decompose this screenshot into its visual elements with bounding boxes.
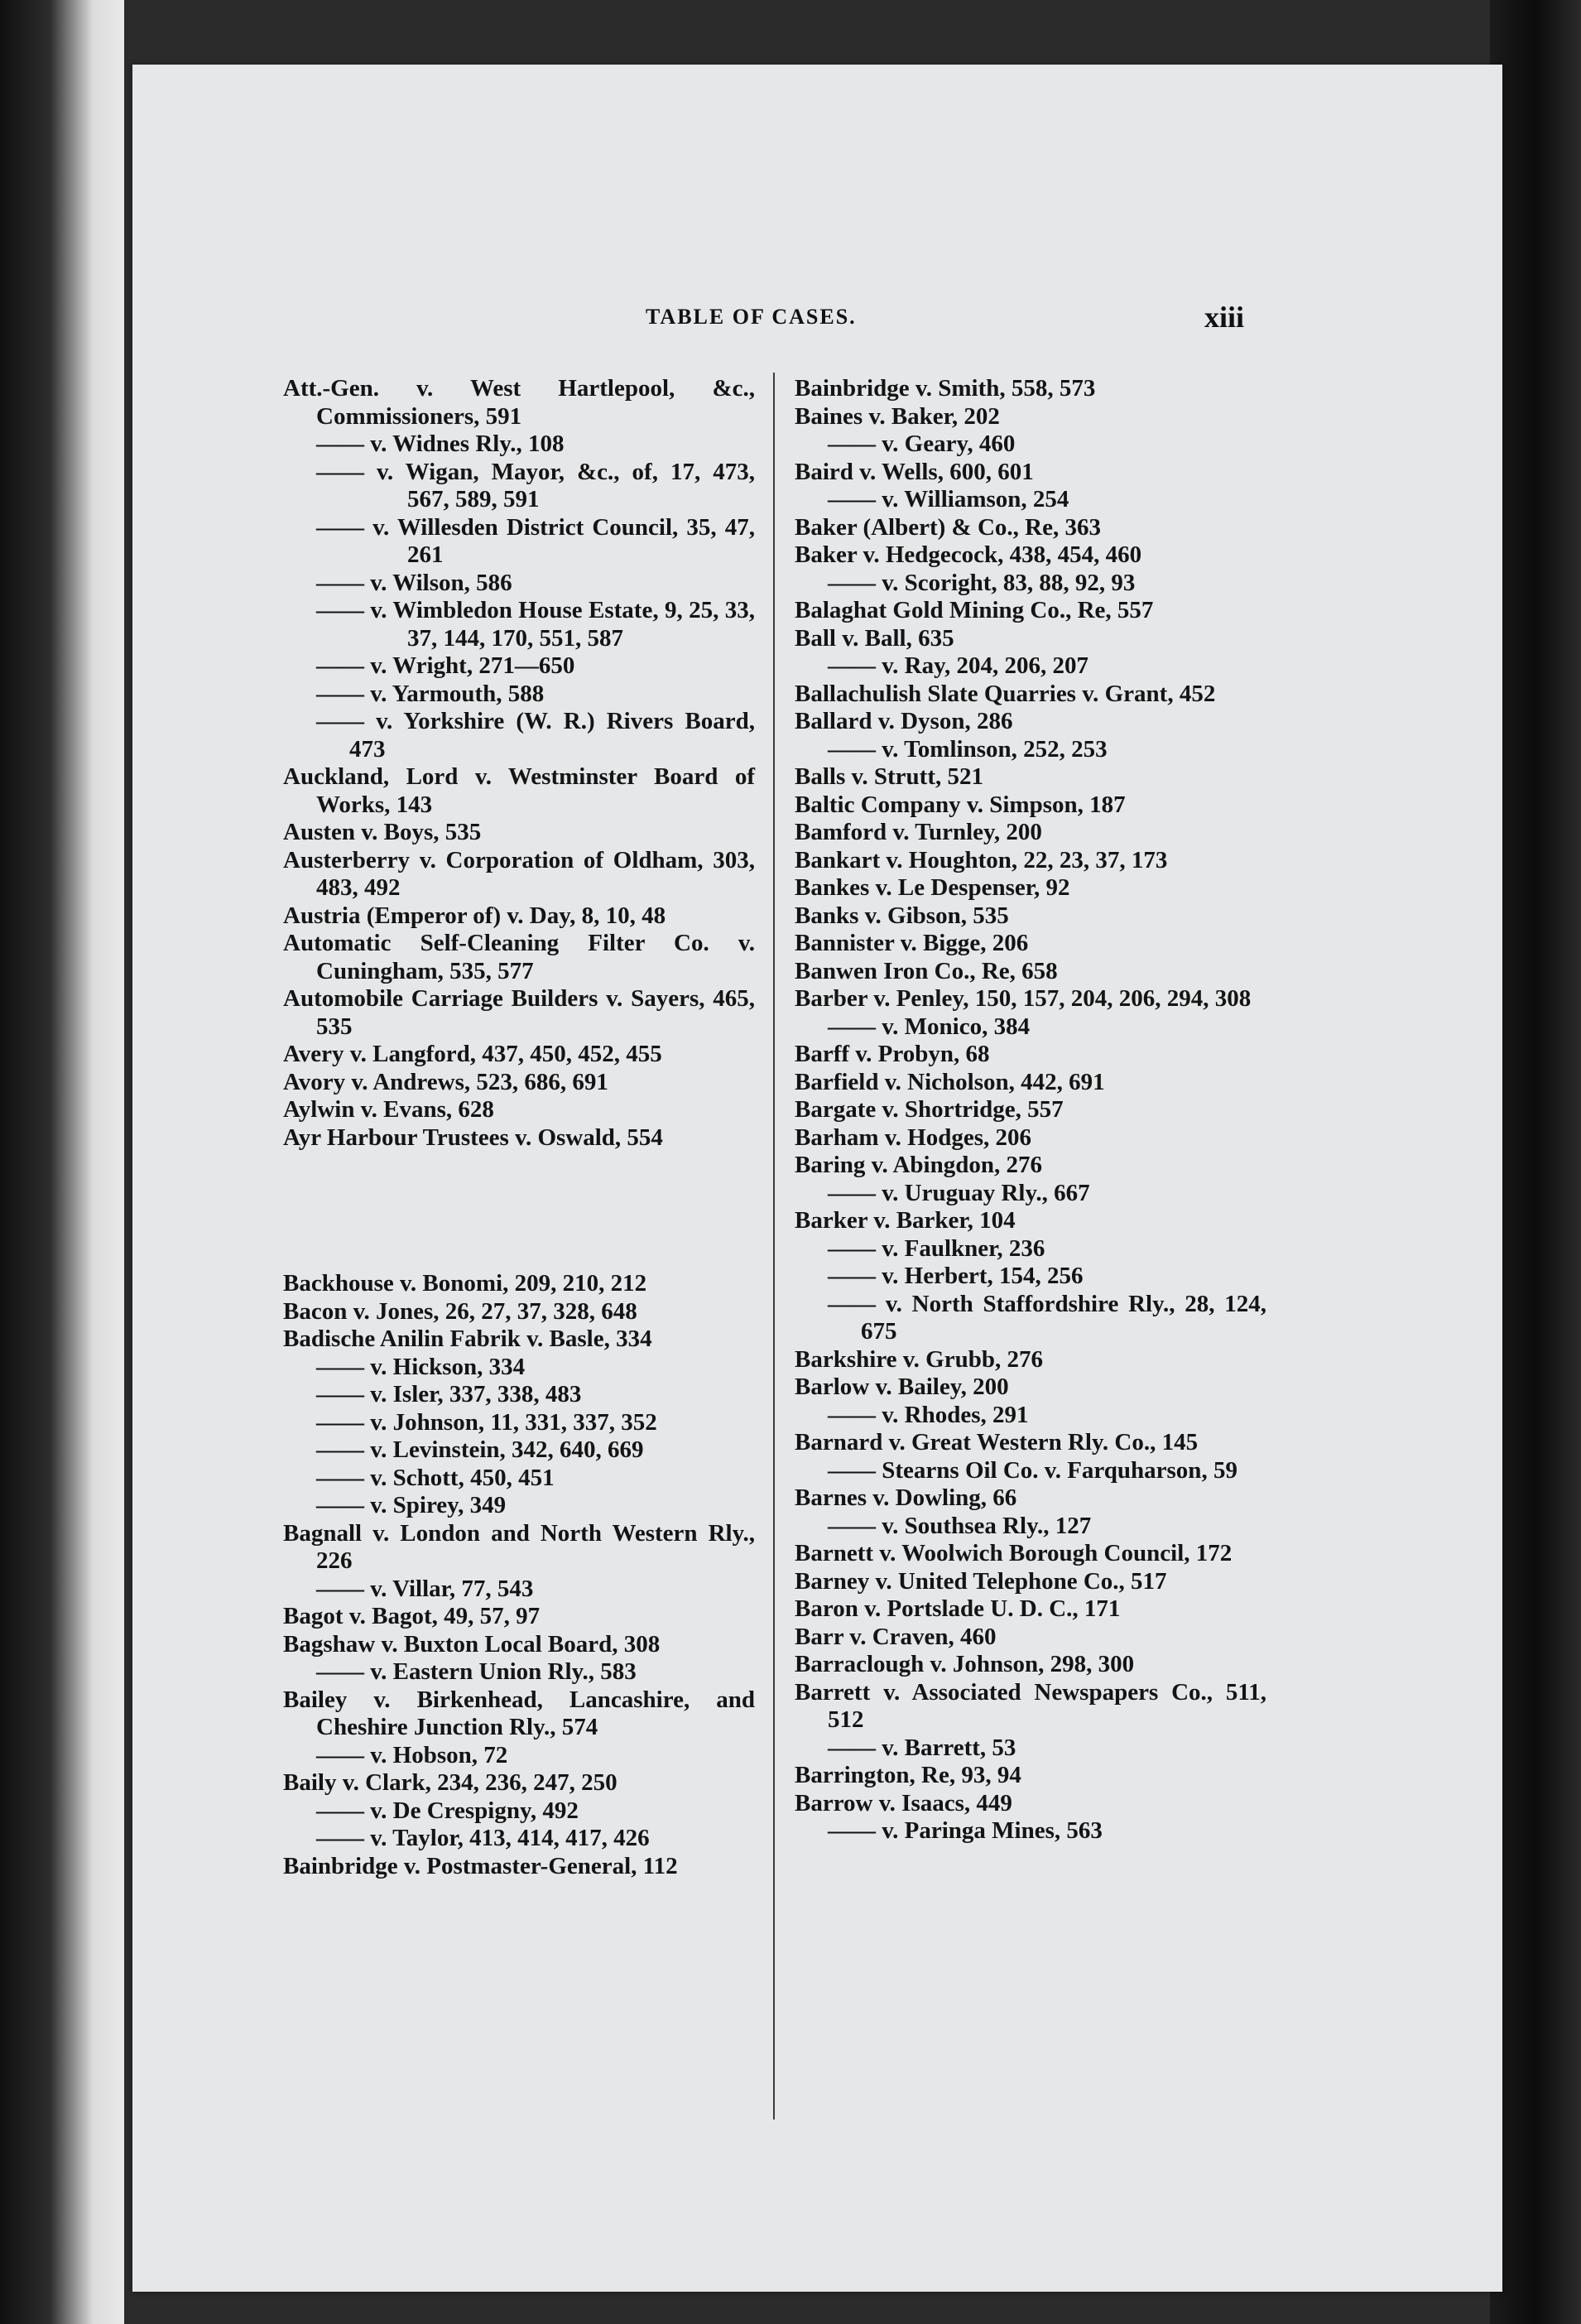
case-subentry: —— v. Monico, 384 bbox=[828, 1013, 1031, 1040]
case-entry: Baker (Albert) & Co., Re, 363 bbox=[795, 513, 1101, 541]
case-entry: Barnes v. Dowling, 66 bbox=[795, 1484, 1017, 1511]
running-title: TABLE OF CASES. bbox=[646, 305, 857, 329]
section-gap bbox=[283, 1176, 755, 1246]
case-entry: Barrington, Re, 93, 94 bbox=[795, 1762, 1021, 1788]
case-entry: Barham v. Hodges, 206 bbox=[795, 1124, 1031, 1151]
case-entry: Bagot v. Bagot, 49, 57, 97 bbox=[283, 1603, 541, 1629]
case-subentry: —— v. Johnson, 11, 331, 337, 352 bbox=[316, 1408, 657, 1436]
case-entry: Balaghat Gold Mining Co., Re, 557 bbox=[795, 597, 1154, 623]
case-subentry: —— v. Scoright, 83, 88, 92, 93 bbox=[828, 569, 1136, 596]
case-subentry: —— v. De Crespigny, 492 bbox=[316, 1797, 579, 1824]
case-entry: Att.-Gen. v. West Hartlepool, &c., Commissioners, 591 bbox=[283, 375, 755, 430]
case-entry: Barfield v. Nicholson, 442, 691 bbox=[795, 1068, 1105, 1095]
case-entry: Barkshire v. Grubb, 276 bbox=[795, 1345, 1043, 1373]
case-entry: Bannister v. Bigge, 206 bbox=[795, 930, 1029, 956]
case-subentry: —— v. Yarmouth, 588 bbox=[316, 680, 545, 707]
case-subentry: —— v. Willesden District Council, 35, 47, 261 bbox=[316, 513, 755, 568]
case-subentry: —— v. Hickson, 334 bbox=[316, 1353, 526, 1380]
page-number: xiii bbox=[1204, 301, 1245, 334]
case-entry: Ayr Harbour Trustees v. Oswald, 554 bbox=[283, 1124, 663, 1151]
right-column bbox=[795, 375, 1266, 1845]
case-entry: Bamford v. Turnley, 200 bbox=[795, 819, 1042, 845]
case-entry: Barr v. Craven, 460 bbox=[795, 1623, 997, 1650]
case-subentry: —— v. Widnes Rly., 108 bbox=[316, 431, 565, 457]
case-entry: Baker v. Hedgecock, 438, 454, 460 bbox=[795, 541, 1142, 568]
case-subentry: —— v. Tomlinson, 252, 253 bbox=[828, 735, 1108, 763]
case-entry: Banks v. Gibson, 535 bbox=[795, 902, 1009, 929]
case-entry: Bankes v. Le Despenser, 92 bbox=[795, 874, 1070, 901]
binding-shadow-left bbox=[0, 0, 124, 2324]
case-subentry: —— v. Barrett, 53 bbox=[828, 1734, 1016, 1761]
case-entry: Aylwin v. Evans, 628 bbox=[283, 1096, 494, 1123]
case-entry: Balls v. Strutt, 521 bbox=[795, 763, 983, 790]
case-subentry: —— v. Wright, 271—650 bbox=[316, 652, 575, 679]
case-entry: Avory v. Andrews, 523, 686, 691 bbox=[283, 1068, 608, 1095]
case-subentry: —— v. Wilson, 586 bbox=[316, 569, 512, 596]
case-subentry: —— v. Taylor, 413, 414, 417, 426 bbox=[316, 1825, 650, 1851]
case-entry: Barraclough v. Johnson, 298, 300 bbox=[795, 1651, 1135, 1677]
case-entry: Badische Anilin Fabrik v. Basle, 334 bbox=[283, 1326, 652, 1352]
case-entry: Baring v. Abingdon, 276 bbox=[795, 1152, 1042, 1178]
case-subentry: —— v. Herbert, 154, 256 bbox=[828, 1263, 1084, 1289]
case-entry: Barrett v. Associated Newspapers Co., 511, 512 bbox=[795, 1678, 1266, 1733]
case-subentry: —— v. Isler, 337, 338, 483 bbox=[316, 1381, 582, 1407]
case-entry: Bainbridge v. Smith, 558, 573 bbox=[795, 375, 1096, 402]
case-subentry: —— v. Levinstein, 342, 640, 669 bbox=[316, 1436, 644, 1463]
column-divider bbox=[773, 373, 775, 2120]
case-entry: Ballachulish Slate Quarries v. Grant, 452 bbox=[795, 680, 1216, 707]
case-entry: Austen v. Boys, 535 bbox=[283, 819, 482, 845]
case-subentry: —— v. Southsea Rly., 127 bbox=[828, 1512, 1092, 1539]
case-entry: Bankart v. Houghton, 22, 23, 37, 173 bbox=[795, 846, 1168, 873]
case-subentry: —— v. Paringa Mines, 563 bbox=[828, 1817, 1103, 1844]
case-subentry: —— v. Eastern Union Rly., 583 bbox=[316, 1658, 637, 1685]
case-entry: Ballard v. Dyson, 286 bbox=[795, 708, 1013, 734]
case-subentry: —— v. Uruguay Rly., 667 bbox=[828, 1179, 1090, 1206]
case-entry: Barker v. Barker, 104 bbox=[795, 1207, 1016, 1234]
case-entry: Austerberry v. Corporation of Oldham, 303, 483, 492 bbox=[283, 846, 755, 901]
case-subentry: —— v. Rhodes, 291 bbox=[828, 1401, 1029, 1428]
case-entry: Baltic Company v. Simpson, 187 bbox=[795, 791, 1126, 818]
case-entry: Barrow v. Isaacs, 449 bbox=[795, 1789, 1012, 1816]
case-entry: Barnard v. Great Western Rly. Co., 145 bbox=[795, 1429, 1199, 1456]
case-subentry: —— v. Geary, 460 bbox=[828, 431, 1016, 457]
case-subentry: —— v. Hobson, 72 bbox=[316, 1741, 508, 1768]
case-subentry: —— v. Schott, 450, 451 bbox=[316, 1464, 555, 1491]
case-entry: Auckland, Lord v. Westminster Board of Works, 143 bbox=[283, 763, 755, 818]
case-entry: Banwen Iron Co., Re, 658 bbox=[795, 957, 1058, 984]
case-entry: Avery v. Langford, 437, 450, 452, 455 bbox=[283, 1041, 662, 1067]
page-header bbox=[132, 301, 1502, 346]
case-subentry: —— v. Yorkshire (W. R.) Rivers Board, 473 bbox=[316, 708, 755, 763]
case-entry: Baily v. Clark, 234, 236, 247, 250 bbox=[283, 1769, 618, 1796]
case-entry: Bainbridge v. Postmaster-General, 112 bbox=[283, 1852, 678, 1879]
case-entry: Ball v. Ball, 635 bbox=[795, 624, 954, 652]
case-entry: Automobile Carriage Builders v. Sayers, 465, 535 bbox=[283, 985, 755, 1040]
case-subentry: —— v. Williamson, 254 bbox=[828, 486, 1069, 512]
case-subentry: —— v. Villar, 77, 543 bbox=[316, 1575, 534, 1602]
case-entry: Bagnall v. London and North Western Rly., 226 bbox=[283, 1519, 755, 1574]
case-entry: Barnett v. Woolwich Borough Council, 172 bbox=[795, 1540, 1233, 1566]
case-subentry: —— v. Faulkner, 236 bbox=[828, 1234, 1045, 1262]
case-entry: Automatic Self-Cleaning Filter Co. v. Cuningham, 535, 577 bbox=[283, 930, 755, 984]
case-entry: Bargate v. Shortridge, 557 bbox=[795, 1096, 1064, 1123]
case-entry: Bailey v. Birkenhead, Lancashire, and Cheshire Junction Rly., 574 bbox=[283, 1686, 755, 1740]
case-subentry: —— v. Wigan, Mayor, &c., of, 17, 473, 567, 589, 591 bbox=[316, 458, 755, 512]
case-entry: Baines v. Baker, 202 bbox=[795, 402, 1000, 430]
left-column bbox=[283, 375, 755, 1880]
case-subentry: —— v. Ray, 204, 206, 207 bbox=[828, 652, 1088, 679]
case-entry: Bagshaw v. Buxton Local Board, 308 bbox=[283, 1630, 661, 1658]
case-entry: Barlow v. Bailey, 200 bbox=[795, 1374, 1009, 1400]
case-entry: Backhouse v. Bonomi, 209, 210, 212 bbox=[283, 1270, 647, 1297]
case-entry: Austria (Emperor of) v. Day, 8, 10, 48 bbox=[283, 902, 666, 929]
case-entry: Barber v. Penley, 150, 157, 204, 206, 294, 308 bbox=[795, 985, 1252, 1012]
case-subentry: —— v. Wimbledon House Estate, 9, 25, 33, 37, 144, 170, 551, 587 bbox=[316, 597, 755, 652]
case-subentry: —— v. Spirey, 349 bbox=[316, 1492, 507, 1518]
case-subentry: —— v. North Staffordshire Rly., 28, 124, 675 bbox=[828, 1290, 1266, 1345]
case-entry: Bacon v. Jones, 26, 27, 37, 328, 648 bbox=[283, 1297, 637, 1325]
case-entry: Barney v. United Telephone Co., 517 bbox=[795, 1567, 1167, 1595]
book-page bbox=[132, 65, 1502, 2292]
page-edge-right bbox=[1490, 0, 1581, 2324]
case-entry: Baird v. Wells, 600, 601 bbox=[795, 458, 1034, 485]
case-entry: Barff v. Probyn, 68 bbox=[795, 1041, 990, 1067]
case-entry: Baron v. Portslade U. D. C., 171 bbox=[795, 1595, 1121, 1622]
case-subentry: —— Stearns Oil Co. v. Farquharson, 59 bbox=[828, 1456, 1237, 1484]
